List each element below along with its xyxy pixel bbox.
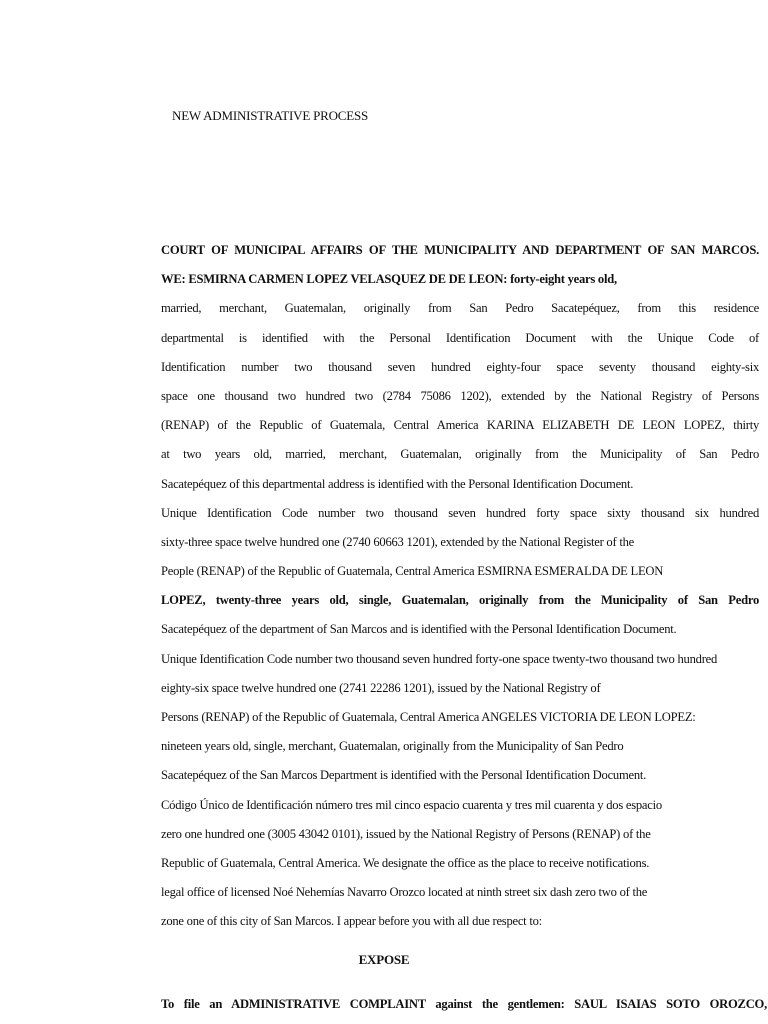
document-line: Sacatepéquez of this departmental address is identified with the Personal Identification Document. xyxy=(161,476,634,491)
document-line: zero one hundred one (3005 43042 0101), issued by the National Registry of Persons (RENAP) of the xyxy=(161,826,651,841)
document-body xyxy=(161,236,759,937)
document-line: Republic of Guatemala, Central America. We designate the office as the place to receive notifications. xyxy=(161,855,650,870)
document-line: LOPEZ, twenty-three years old, single, Guatemalan, originally from the Municipality of San Pedro xyxy=(161,593,759,608)
document-line: Unique Identification Code number two thousand seven hundred forty-one space twenty-two thousand two hundred xyxy=(161,651,718,666)
document-line: zone one of this city of San Marcos. I appear before you with all due respect to: xyxy=(161,914,542,929)
document-line: legal office of licensed Noé Nehemías Navarro Orozco located at ninth street six dash zero two of the xyxy=(161,885,648,900)
document-line: People (RENAP) of the Republic of Guatemala, Central America ESMIRNA ESMERALDA DE LEON xyxy=(161,564,664,579)
document-line: Unique Identification Code number two thousand seven hundred forty space sixty thousand six hundred xyxy=(161,505,759,520)
document-line: (RENAP) of the Republic of Guatemala, Central America KARINA ELIZABETH DE LEON LOPEZ, thirty xyxy=(161,418,759,433)
document-line: Código Único de Identificación número tres mil cinco espacio cuarenta y tres mil cuarenta y dos espacio xyxy=(161,797,662,812)
document-line: COURT OF MUNICIPAL AFFAIRS OF THE MUNICIPALITY AND DEPARTMENT OF SAN MARCOS. xyxy=(161,243,759,257)
document-line: departmental is identified with the Personal Identification Document with the Unique Code of xyxy=(161,330,759,345)
document-line: Identification number two thousand seven hundred eighty-four space seventy thousand eighty-six xyxy=(161,359,759,374)
document-line: Persons (RENAP) of the Republic of Guatemala, Central America ANGELES VICTORIA DE LEON LOPEZ: xyxy=(161,710,696,724)
closing-paragraph-line: To file an ADMINISTRATIVE COMPLAINT against the gentlemen: SAUL ISAIAS SOTO OROZCO, xyxy=(161,997,767,1011)
document-line: eighty-six space twelve hundred one (2741 22286 1201), issued by the National Registry of xyxy=(161,680,601,695)
document-line: Sacatepéquez of the San Marcos Department is identified with the Personal Identification Document. xyxy=(161,768,647,783)
document-line: at two years old, married, merchant, Guatemalan, originally from the Municipality of San Pedro xyxy=(161,447,759,462)
document-line: sixty-three space twelve hundred one (2740 60663 1201), extended by the National Register of the xyxy=(161,534,634,549)
document-line: WE: ESMIRNA CARMEN LOPEZ VELASQUEZ DE DE LEON: forty-eight years old, xyxy=(161,272,617,287)
document-line: space one thousand two hundred two (2784 75086 1202), extended by the National Registry of Persons xyxy=(161,388,759,403)
document-heading: NEW ADMINISTRATIVE PROCESS xyxy=(172,108,369,123)
document-line: Sacatepéquez of the department of San Marcos and is identified with the Personal Identification Document. xyxy=(161,622,677,637)
section-title: EXPOSE xyxy=(358,952,410,967)
document-line: nineteen years old, single, merchant, Guatemalan, originally from the Municipality of San Pedro xyxy=(161,739,624,754)
document-line: married, merchant, Guatemalan, originally from San Pedro Sacatepéquez, from this residence xyxy=(161,301,759,316)
